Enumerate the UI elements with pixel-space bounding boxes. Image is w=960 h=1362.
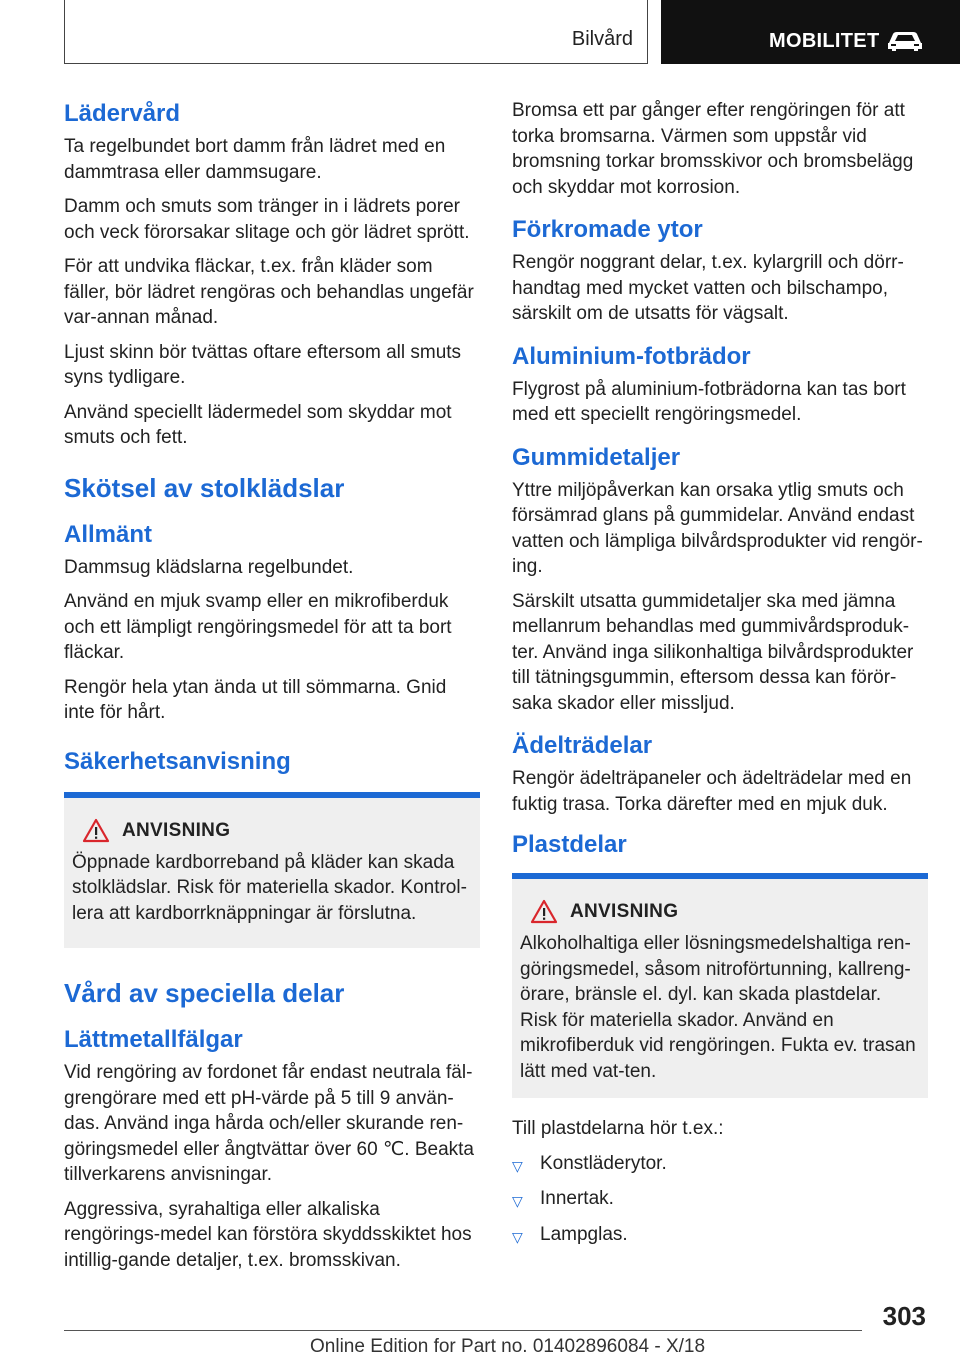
footer-divider	[64, 1330, 862, 1331]
header-section-box	[64, 0, 648, 64]
right-column	[512, 98, 928, 1257]
paragraph: Bromsa ett par gånger efter rengöringen för att torka bromsarna. Värmen som uppstår vid bromsning torkar bromsskivor och bromsbelägg och skyddar mot korrosion.	[512, 100, 914, 198]
heading-vard: Vård av speciella delar	[64, 978, 345, 1008]
heading-sakerhet: Säkerhetsanvisning	[64, 747, 291, 775]
header-section-title: Bilvård	[571, 28, 633, 50]
heading-gummi: Gummidetaljer	[512, 443, 681, 471]
heading-ledervard: Lädervård	[64, 100, 181, 127]
warning-box	[64, 792, 480, 949]
paragraph: Yttre miljöpåverkan kan orsaka ytlig smuts och försämrad glans på gummidelar. Använd endast vatten och lämpliga bilvårdsprodukter vid rengör-ing.	[512, 479, 923, 577]
header-chapter-title: MOBILITET	[769, 30, 880, 52]
paragraph: Använd speciellt lädermedel som skyddar mot smuts och fett.	[64, 401, 452, 448]
footer-edition: Online Edition for Part no. 01402896084 - X/18	[310, 1336, 706, 1357]
list-item	[512, 1222, 928, 1251]
triangle-bullet-icon: ▽	[512, 1228, 523, 1245]
warning-triangle-icon	[530, 899, 558, 925]
paragraph: Damm och smuts som tränger in i lädrets porer och veck förorsakar slitage och gör lädret sprött.	[64, 196, 470, 243]
warning-title: ANVISNING	[570, 901, 679, 922]
header-chapter-tab	[661, 0, 960, 64]
paragraph: Rengör noggrant delar, t.ex. kylargrill och dörr-handtag med mycket vatten och bilschampo, särskilt om de utsatts för vägsalt.	[512, 252, 904, 324]
triangle-bullet-icon: ▽	[512, 1157, 523, 1174]
heading-skotsel: Skötsel av stolklädslar	[64, 472, 345, 503]
paragraph: Ljust skinn bör tvättas oftare eftersom all smuts syns tydligare.	[64, 341, 462, 388]
paragraph: Till plastdelarna hör t.ex.:	[512, 1118, 724, 1139]
paragraph: Vid rengöring av fordonet får endast neutrala fäl-grengörare med ett pH-värde på 5 till 9 använ-das. Använd inga hårda och/eller skurande ren-göringsmedel eller ångtvättar över 60 ℃. Beakta tillverkarens anvisningar.	[64, 1062, 475, 1185]
car-icon	[885, 29, 925, 53]
left-column	[64, 98, 480, 1282]
paragraph: Rengör hela ytan ända ut till sömmarna. Gnid inte för hårt.	[64, 676, 447, 723]
heading-plast: Plastdelar	[512, 831, 627, 858]
heading-allmant: Allmänt	[64, 520, 153, 548]
list-item	[512, 1186, 928, 1215]
warning-header	[72, 818, 472, 844]
list-item-text: Konstläderytor.	[540, 1152, 667, 1174]
paragraph: Särskilt utsatta gummidetaljer ska med jämna mellanrum behandlas med gummivårdsproduk-ter. Använd inga silikonhaltiga bilvårdsprodukter till tätningsgummin, eftersom dessa kan förör-saka skador eller missljud.	[512, 590, 914, 714]
paragraph: Använd en mjuk svamp eller en mikrofiberduk och ett lämpligt rengöringsmedel för att ta bort fläckar.	[64, 591, 452, 663]
paragraph: Aggressiva, syrahaltiga eller alkaliska rengörings-medel kan förstöra skyddsskiktet hos intillig-gande detaljer, t.ex. bromsskivan.	[64, 1198, 472, 1271]
paragraph: Dammsug klädslarna regelbundet.	[64, 556, 354, 578]
warning-box	[512, 873, 928, 1098]
paragraph: För att undvika fläckar, t.ex. från kläder som fäller, bör lädret rengöras och behandlas ungefär var-annan månad.	[64, 256, 474, 328]
warning-triangle-icon	[82, 818, 110, 844]
heading-falgar: Lättmetallfälgar	[64, 1026, 243, 1053]
paragraph: Rengör ädelträpaneler och ädelträdelar med en fuktig trasa. Torka därefter med en mjuk duk.	[512, 768, 912, 815]
page-number: 303	[882, 1301, 926, 1331]
bullet-list	[512, 1151, 928, 1251]
warning-header	[520, 899, 920, 925]
heading-adel: Ädelträdelar	[512, 732, 653, 759]
heading-alu: Aluminium-fotbrädor	[512, 342, 751, 370]
list-item-text: Lampglas.	[540, 1223, 628, 1245]
warning-title: ANVISNING	[122, 819, 231, 841]
warning-text: Öppnade kardborreband på kläder kan skada stolklädslar. Risk för materiella skador. Kontrol-lera att kardborrknäppningar är förslutna.	[72, 851, 467, 924]
paragraph: Ta regelbundet bort damm från lädret med en dammtrasa eller dammsugare.	[64, 136, 446, 183]
heading-krom: Förkromade ytor	[512, 216, 703, 243]
list-item-text: Innertak.	[540, 1188, 614, 1209]
paragraph: Flygrost på aluminium-fotbrädorna kan tas bort med ett speciellt rengöringsmedel.	[512, 378, 906, 425]
warning-text: Alkoholhaltiga eller lösningsmedelshaltiga ren-göringsmedel, såsom nitroförtunning, kallreng-örare, bränsle el. dyl. kan skada plastdelar. Risk för materiella skador. Använd en mikrofiberduk vid rengöringen. Fukta ev. trasan lätt med vat-ten.	[520, 933, 916, 1082]
triangle-bullet-icon: ▽	[512, 1193, 523, 1209]
list-item	[512, 1151, 928, 1180]
